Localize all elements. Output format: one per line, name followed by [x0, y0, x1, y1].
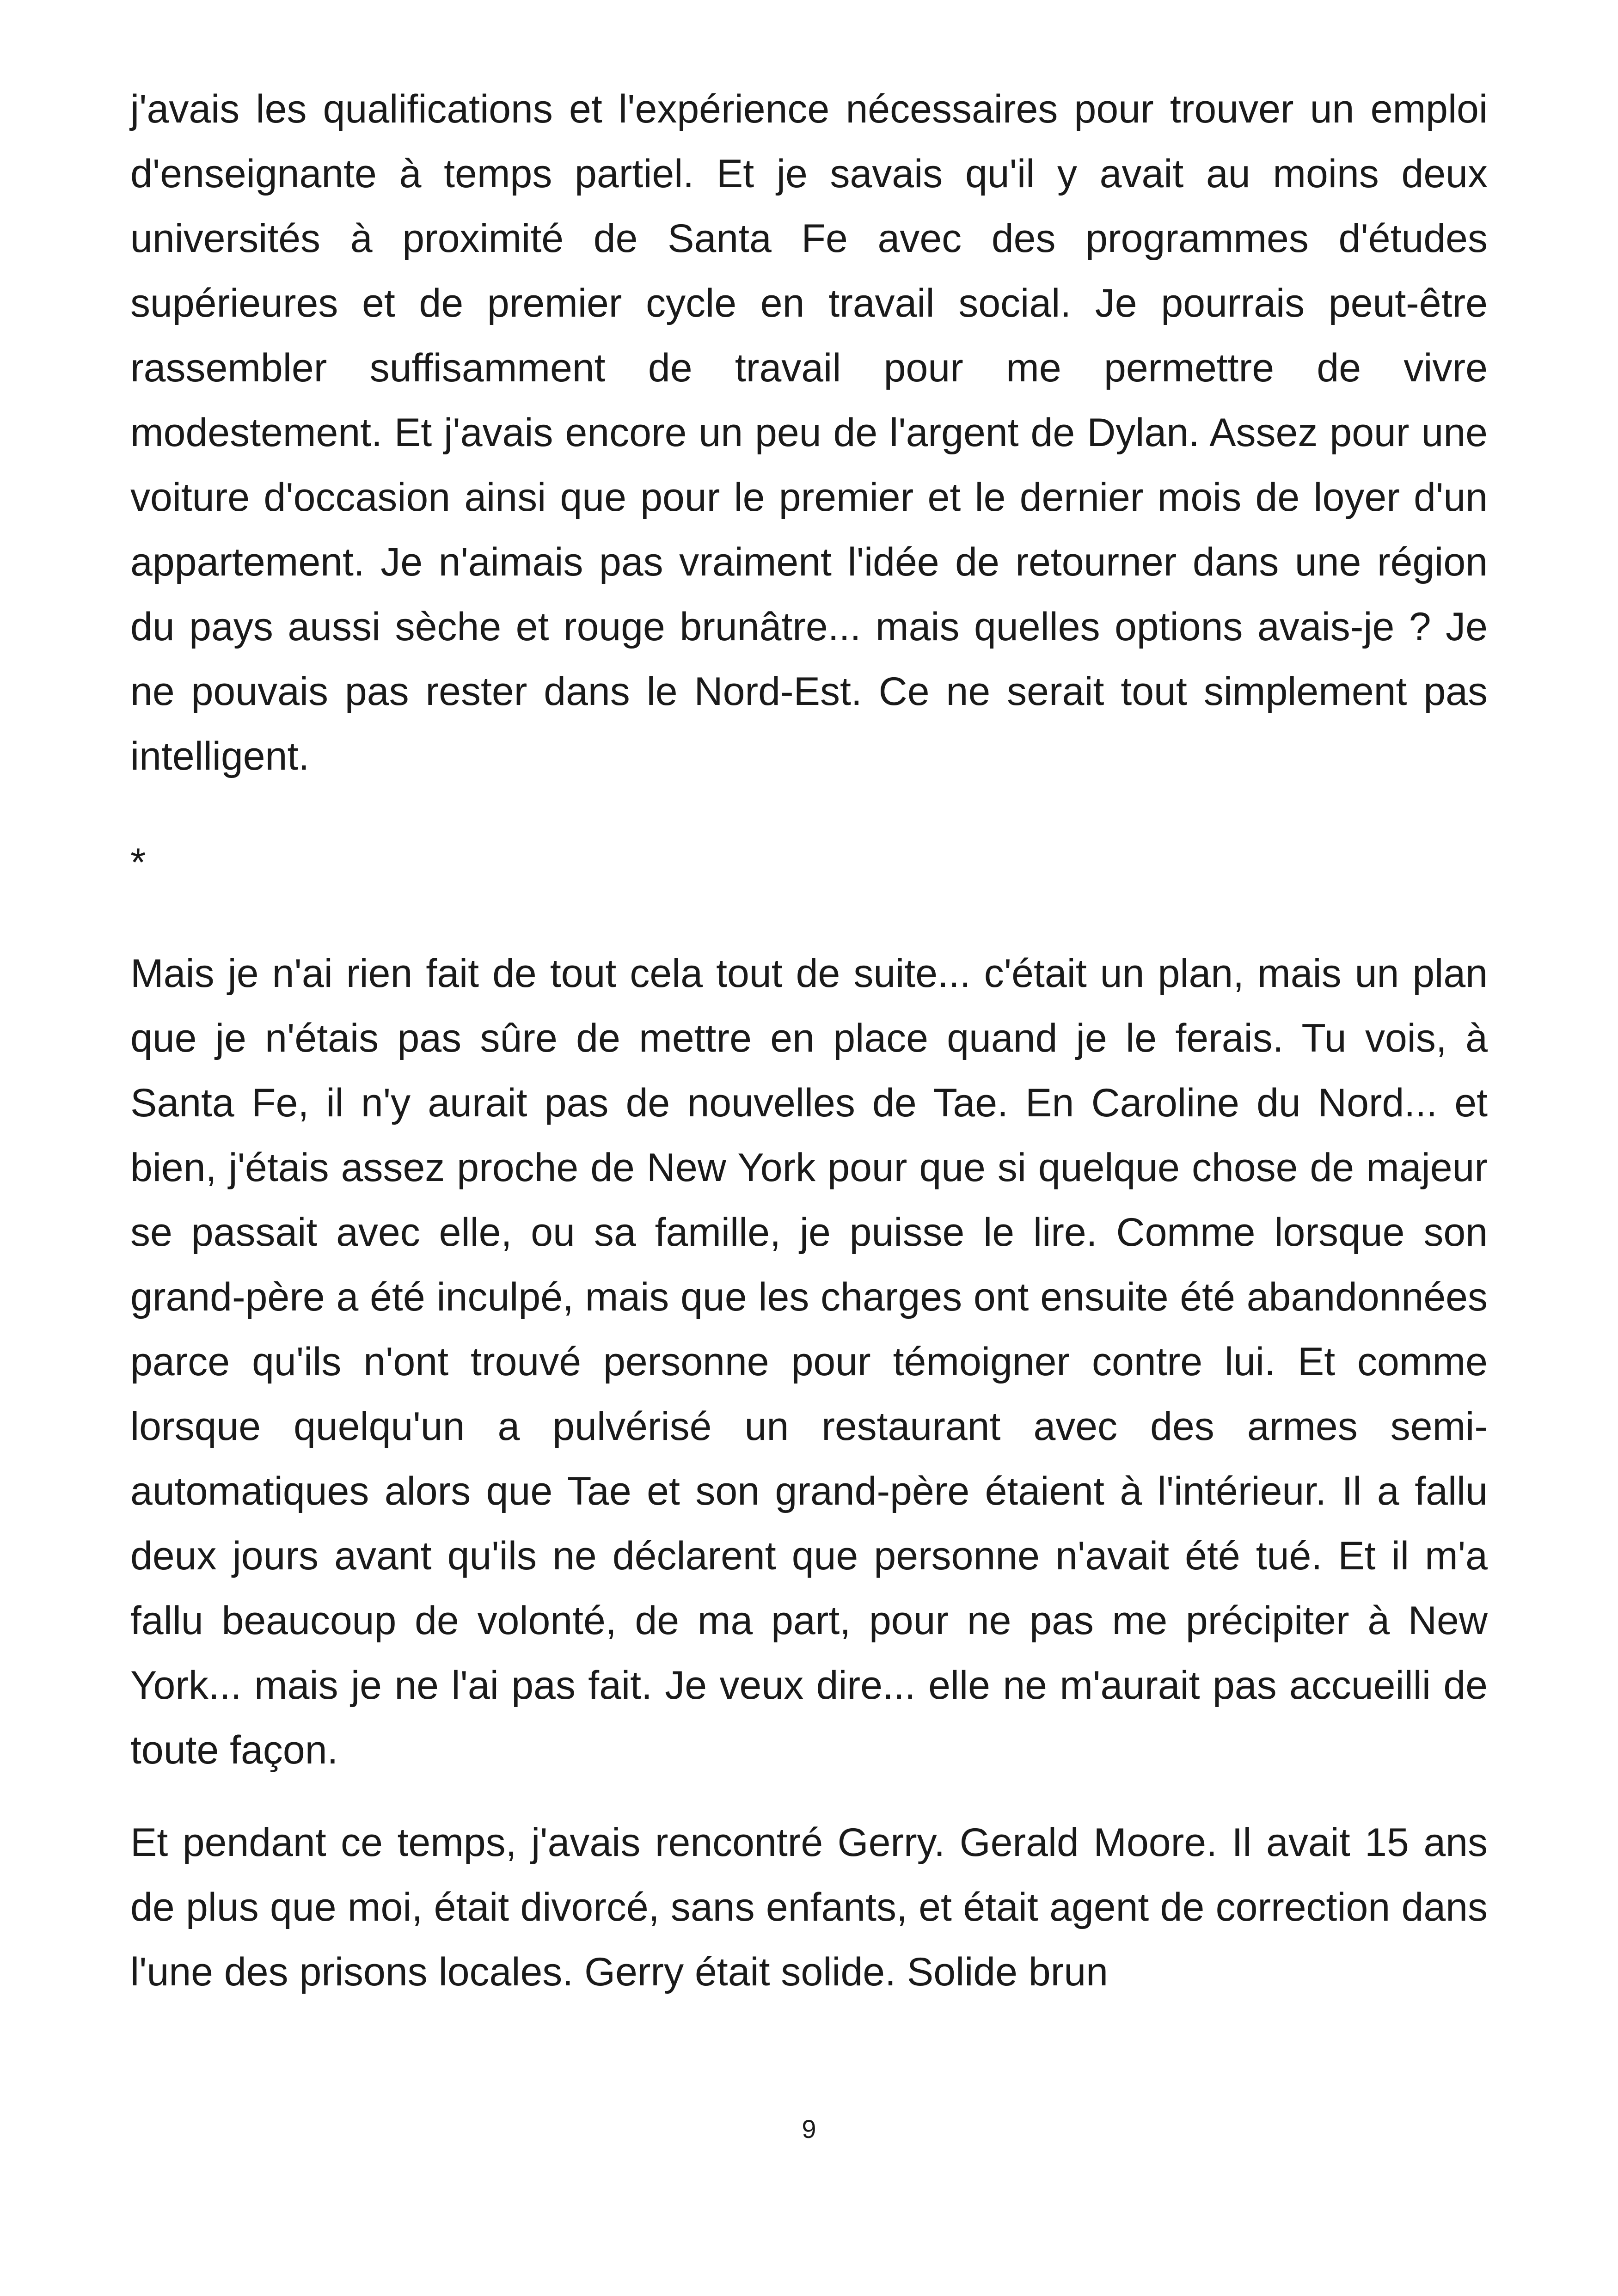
scene-break: * — [130, 840, 146, 885]
page-number: 9 — [802, 2114, 816, 2143]
paragraph-1: j'avais les qualifications et l'expérience nécessaires pour trouver un emploi d'enseignante à temps partiel. Et je savais qu'il y avait au moins deux universités à proximité de Santa Fe avec des programmes d'études supérieures et de premier cycle en travail social. Je pourrais peut-être rassembler suffisamment de travail pour me permettre de vivre modestement. Et j'avais encore un peu de l'argent de Dylan. Assez pour une voiture d'occasion ainsi que pour le premier et le dernier mois de loyer d'un appartement. Je n'aimais pas vraiment l'idée de retourner dans une région du pays aussi sèche et rouge brunâtre... mais quelles options avais-je ? Je ne pouvais pas rester dans le Nord-Est. Ce ne serait tout simplement pas intelligent. — [130, 87, 1488, 778]
paragraph-2: Mais je n'ai rien fait de tout cela tout de suite... c'était un plan, mais un plan que je n'étais pas sûre de mettre en place quand je le ferais. Tu vois, à Santa Fe, il n'y aurait pas de nouvelles de Tae. En Caroline du Nord... et bien, j'étais assez proche de New York pour que si quelque chose de majeur se passait avec elle, ou sa famille, je puisse le lire. Comme lorsque son grand-père a été inculpé, mais que les charges ont ensuite été abandonnées parce qu'ils n'ont trouvé personne pour témoigner contre lui. Et comme lorsque quelqu'un a pulvérisé un restaurant avec des armes semi-automatiques alors que Tae et son grand-père étaient à l'intérieur. Il a fallu deux jours avant qu'ils ne déclarent que personne n'avait été tué. Et il m'a fallu beaucoup de volonté, de ma part, pour ne pas me précipiter à New York... mais je ne l'ai pas fait. Je veux dire... elle ne m'aurait pas accueilli de toute façon. — [130, 951, 1488, 1772]
paragraph-3: Et pendant ce temps, j'avais rencontré Gerry. Gerald Moore. Il avait 15 ans de plus que moi, était divorcé, sans enfants, et était agent de correction dans l'une des prisons locales. Gerry était solide. Solide brun — [130, 1820, 1488, 1994]
